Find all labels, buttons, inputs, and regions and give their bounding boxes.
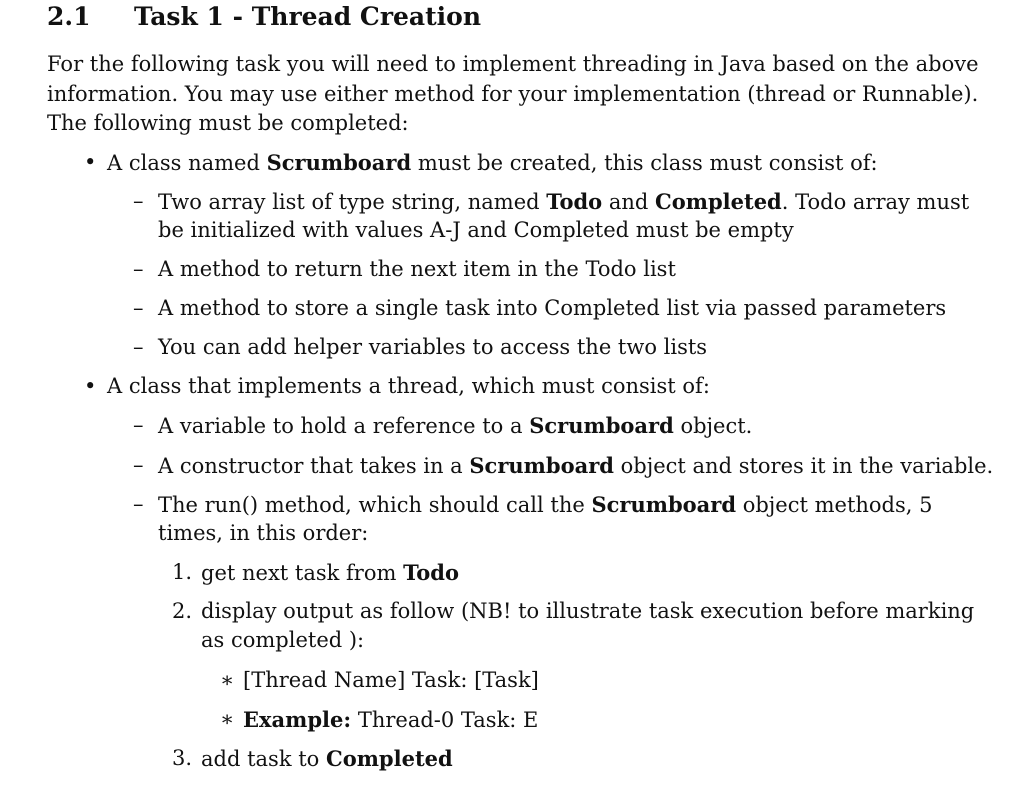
step-display-output: display output as follow (NB! to illustrate task execution before marking <box>201 599 975 623</box>
dash-icon: – <box>133 335 144 359</box>
step-number: 2. <box>172 599 193 623</box>
item-text: add task to <box>201 747 326 771</box>
step-display-output-cont: as completed ): <box>201 628 365 652</box>
item-bold: Todo <box>403 560 459 585</box>
item-bold: Example: <box>243 707 352 732</box>
item-text: The run() method, which should call the <box>158 493 592 517</box>
item-text: object and stores it in the variable. <box>613 454 994 478</box>
section-number: 2.1 <box>47 2 91 31</box>
item-text: A class named <box>107 151 267 175</box>
item-bold: Completed <box>325 746 453 771</box>
item-text: Two array list of type string, named <box>158 190 547 214</box>
step-add-completed <box>201 744 453 775</box>
dash-icon: – <box>133 257 144 281</box>
output-format: [Thread Name] Task: [Task] <box>243 668 539 692</box>
asterisk-icon: ∗ <box>220 707 235 731</box>
intro-paragraph <box>47 50 979 139</box>
item-text: A variable to hold a reference to a <box>158 414 530 438</box>
intro-line-2: information. You may use either method for your implementation (thread or Runnable). <box>47 81 979 106</box>
section-title: Task 1 - Thread Creation <box>134 2 481 31</box>
item-text: . Todo array must <box>781 190 970 214</box>
item-bold: Scrumboard <box>266 150 412 175</box>
item-text: must be created, this class must consist of: <box>411 151 878 175</box>
item-text: get next task from <box>201 561 404 585</box>
sub-item-run-method <box>158 490 933 521</box>
asterisk-icon: ∗ <box>220 668 235 692</box>
item-bold: Scrumboard <box>591 492 737 517</box>
item-bold: Todo <box>546 189 603 214</box>
sub-item-array-lists-cont: be initialized with values A-J and Completed must be empty <box>158 218 794 242</box>
dash-icon: – <box>133 189 144 213</box>
section-heading <box>47 2 481 31</box>
sub-item-helper-vars: You can add helper variables to access the two lists <box>158 335 708 359</box>
bullet-icon: • <box>84 150 97 174</box>
sub-item-constructor <box>158 451 993 482</box>
bullet-icon: • <box>84 374 97 398</box>
item-text: and <box>602 190 656 214</box>
sub-item-reference-var <box>158 411 752 442</box>
item-text: Thread-0 Task: E <box>351 708 539 732</box>
item-bold: Scrumboard <box>529 413 674 438</box>
intro-line-1 <box>47 50 979 80</box>
sub-item-next-method: A method to return the next item in the Todo list <box>158 257 676 281</box>
step-number: 3. <box>172 746 193 770</box>
item-bold: Scrumboard <box>469 453 614 478</box>
sub-item-run-method-cont: times, in this order: <box>158 521 369 545</box>
sub-item-array-lists <box>158 187 969 218</box>
intro-line-3: The following must be completed: <box>47 111 409 135</box>
dash-icon: – <box>133 453 144 477</box>
step-number: 1. <box>172 560 193 584</box>
list-item-scrumboard-class <box>107 148 878 179</box>
item-bold: Completed <box>655 189 782 214</box>
list-item-thread-class: A class that implements a thread, which must consist of: <box>107 374 710 398</box>
item-text: object methods, 5 <box>736 493 933 517</box>
dash-icon: – <box>133 413 144 437</box>
intro-line-1-text: For the following task you will need to implement threading in Java based on the above <box>47 52 979 76</box>
output-example <box>243 705 538 736</box>
sub-item-store-method: A method to store a single task into Completed list via passed parameters <box>158 296 947 320</box>
item-text: A constructor that takes in a <box>158 454 470 478</box>
dash-icon: – <box>133 492 144 516</box>
item-text: object. <box>673 414 753 438</box>
step-get-next-task <box>201 558 459 589</box>
dash-icon: – <box>133 296 144 320</box>
